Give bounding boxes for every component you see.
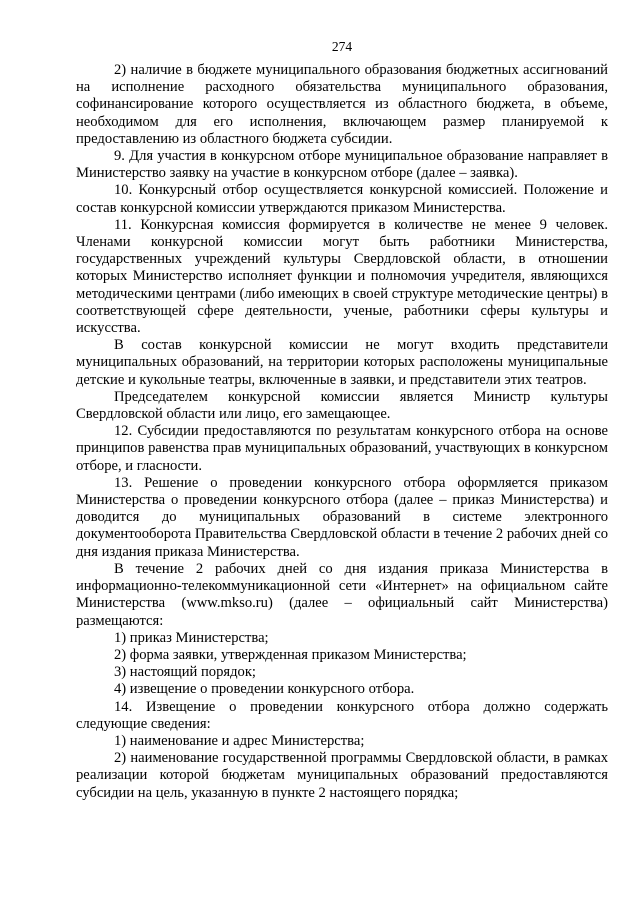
list-item: 4) извещение о проведении конкурсного отбора. [114, 681, 415, 698]
paragraph-commission-chair: Председателем конкурсной комиссии является Министр культуры Свердловской области или лицо, его замещающее. [76, 388, 608, 423]
list-item: 3) настоящий порядок; [114, 664, 256, 681]
paragraph-website-publication: В течение 2 рабочих дней со дня издания приказа Министерства в информационно-телекоммуникационной сети «Интернет» на официальном сайте Министерства (www.mkso.ru) (далее – официальный сайт Министерства) размещаются: [76, 560, 608, 629]
paragraph-14: 14. Извещение о проведении конкурсного отбора должно содержать следующие сведения: [76, 698, 608, 732]
list-item: 1) наименование и адрес Министерства; [114, 732, 365, 749]
paragraph-9: 9. Для участия в конкурсном отборе муниципальное образование направляет в Министерство заявку на участие в конкурсном отборе (далее – заявка). [76, 148, 608, 182]
page-number: 274 [331, 39, 353, 54]
paragraph-10: 10. Конкурсный отбор осуществляется конкурсной комиссией. Положение и состав конкурсной комиссии утверждаются приказом Министерства. [76, 182, 608, 216]
paragraph-commission-exclusion: В состав конкурсной комиссии не могут входить представители муниципальных образований, на территории которых расположены муниципальные детские и кукольные театры, включенные в заявки, и представители этих театров. [76, 337, 608, 388]
list-item: 2) наименование государственной программы Свердловской области, в рамках реализации которой бюджетам муниципальных образований предоставляются субсидии на цель, указанную в пункте 2 настоящего порядка; [76, 750, 608, 801]
paragraph-11: 11. Конкурсная комиссия формируется в количестве не менее 9 человек. Членами конкурсной комиссии могут быть работники Министерства, государственных учреждений культуры Свердловской области, в отношении которых Министерство исполняет функции и полномочия учредителя, являющихся методическими центрами (либо имеющих в своей структуре методические центры) в соответствующей сфере деятельности, ученые, работники сферы культуры и искусства. [76, 216, 608, 337]
list-item: 1) приказ Министерства; [114, 629, 269, 646]
paragraph-13: 13. Решение о проведении конкурсного отбора оформляется приказом Министерства о проведении конкурсного отбора (далее – приказ Министерства) и доводится до муниципальных образований в системе электронного документооборота Правительства Свердловской области в течение 2 рабочих дней со дня издания приказа Министерства. [76, 474, 608, 560]
document-page [76, 38, 608, 802]
list-item: 2) форма заявки, утвержденная приказом Министерства; [114, 646, 467, 663]
document-body [76, 62, 608, 802]
paragraph-item-2-budget: 2) наличие в бюджете муниципального образования бюджетных ассигнований на исполнение расходного обязательства муниципального образования, софинансирование которого осуществляется из областного бюджета, в объеме, необходимом для его исполнения, включающем размер планируемой к предоставлению из областного бюджета субсидии. [76, 62, 608, 147]
paragraph-12: 12. Субсидии предоставляются по результатам конкурсного отбора на основе принципов равенства прав муниципальных образований, участвующих в конкурсном отборе, и гласности. [76, 423, 608, 474]
